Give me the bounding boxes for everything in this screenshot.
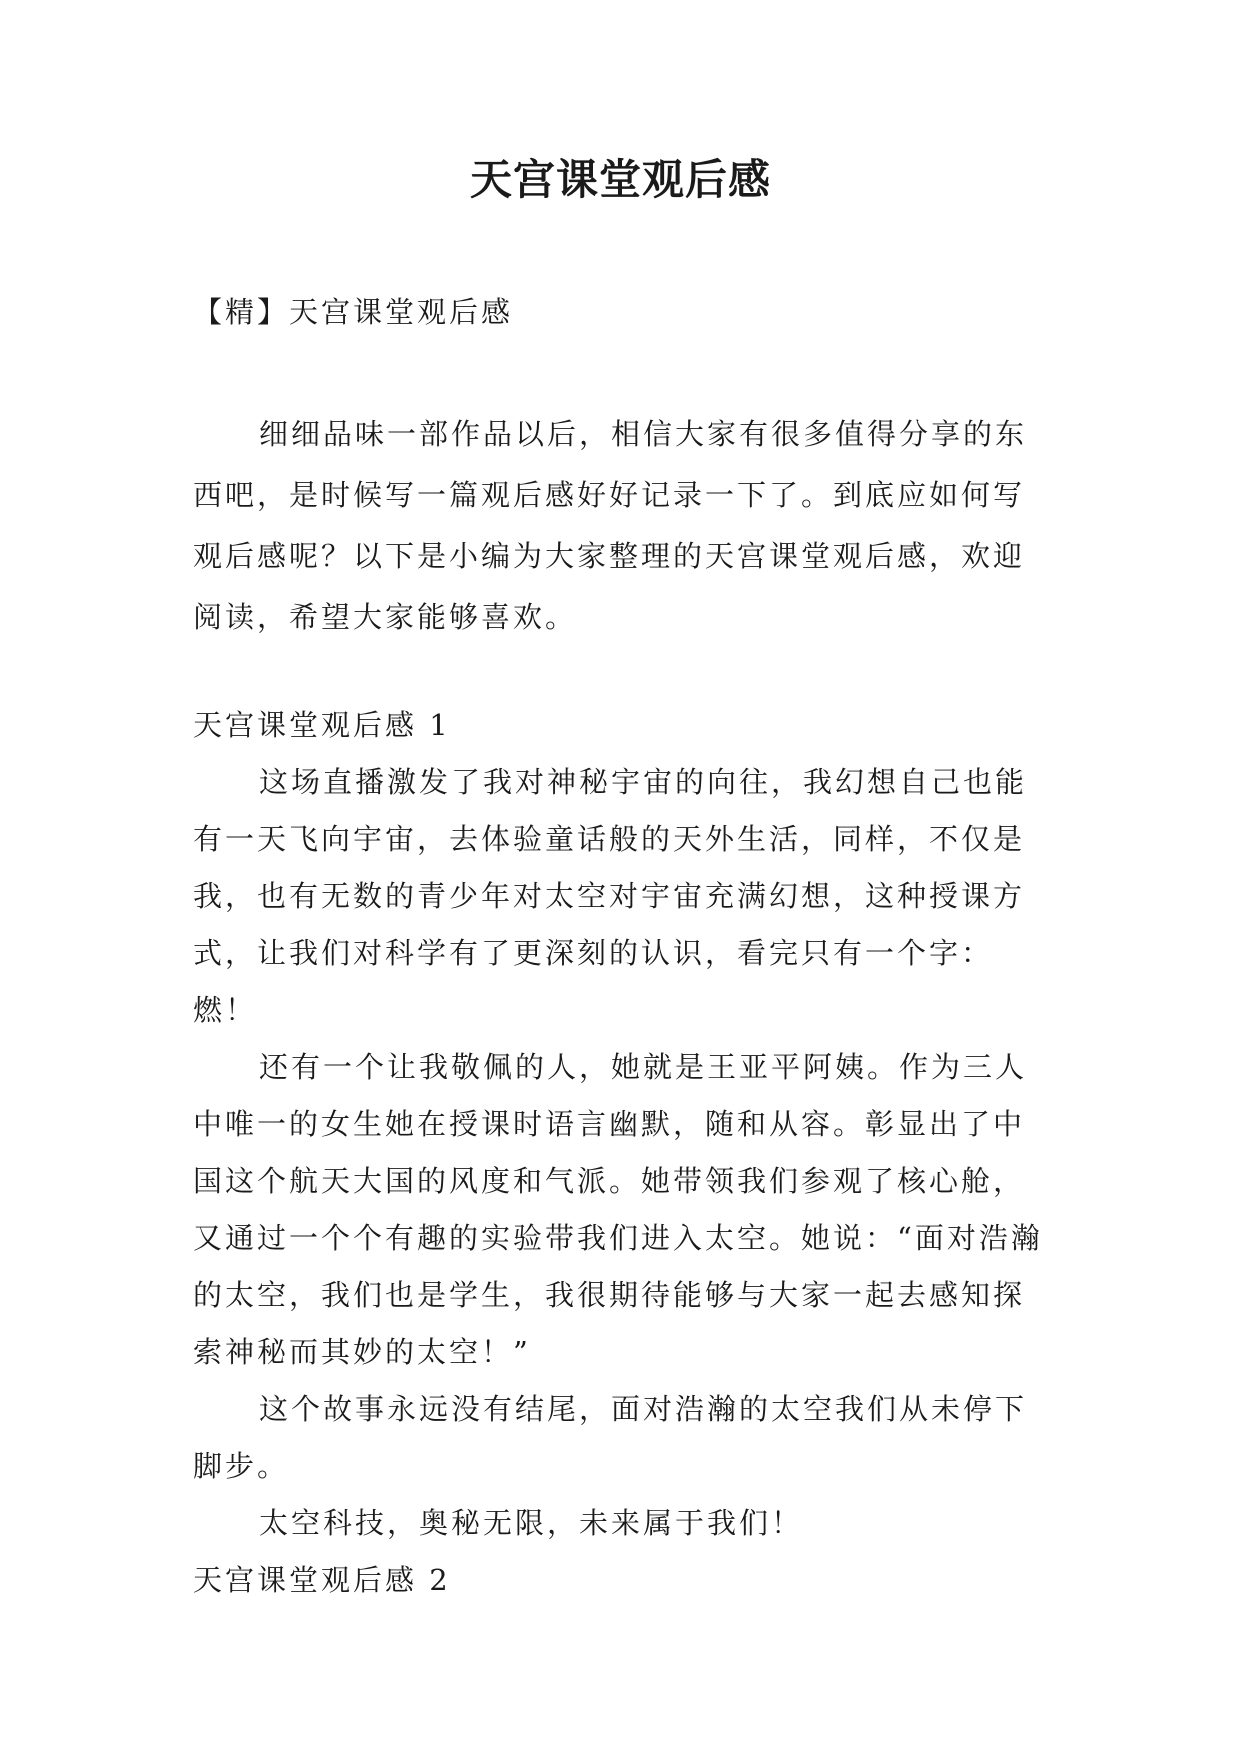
article-section: [193, 697, 1055, 1609]
document-title: 天宫课堂观后感: [469, 155, 771, 204]
document-subtitle: 【精】天宫课堂观后感: [193, 295, 514, 329]
section-2-heading: 天宫课堂观后感 2: [193, 1563, 451, 1597]
section-1-paragraph: 这场直播激发了我对神秘宇宙的向往，我幻想自己也能有一天飞向宇宙，去体验童话般的天外生活，同样，不仅是我，也有无数的青少年对太空对宇宙充满幻想，这种授课方式，让我们对科学有了更深刻的认识，看完只有一个字：燃！: [193, 765, 1028, 1027]
section-1-paragraph: 这个故事永远没有结尾，面对浩瀚的太空我们从未停下脚步。: [193, 1392, 1028, 1483]
section-1-paragraph: 还有一个让我敬佩的人，她就是王亚平阿姨。作为三人中唯一的女生她在授课时语言幽默，随和从容。彰显出了中国这个航天大国的风度和气派。她带领我们参观了核心舱，又通过一个个有趣的实验带我们进入太空。她说：“面对浩瀚的太空，我们也是学生，我很期待能够与大家一起去感知探索神秘而其妙的太空！”: [193, 1050, 1043, 1369]
intro-paragraph: 细细品味一部作品以后，相信大家有很多值得分享的东西吧，是时候写一篇观后感好好记录一下了。到底应如何写观后感呢？以下是小编为大家整理的天宫课堂观后感，欢迎阅读，希望大家能够喜欢。: [193, 417, 1028, 634]
section-1-heading: 天宫课堂观后感 1: [193, 708, 451, 742]
section-1-paragraph: 太空科技，奥秘无限，未来属于我们！: [259, 1506, 804, 1540]
